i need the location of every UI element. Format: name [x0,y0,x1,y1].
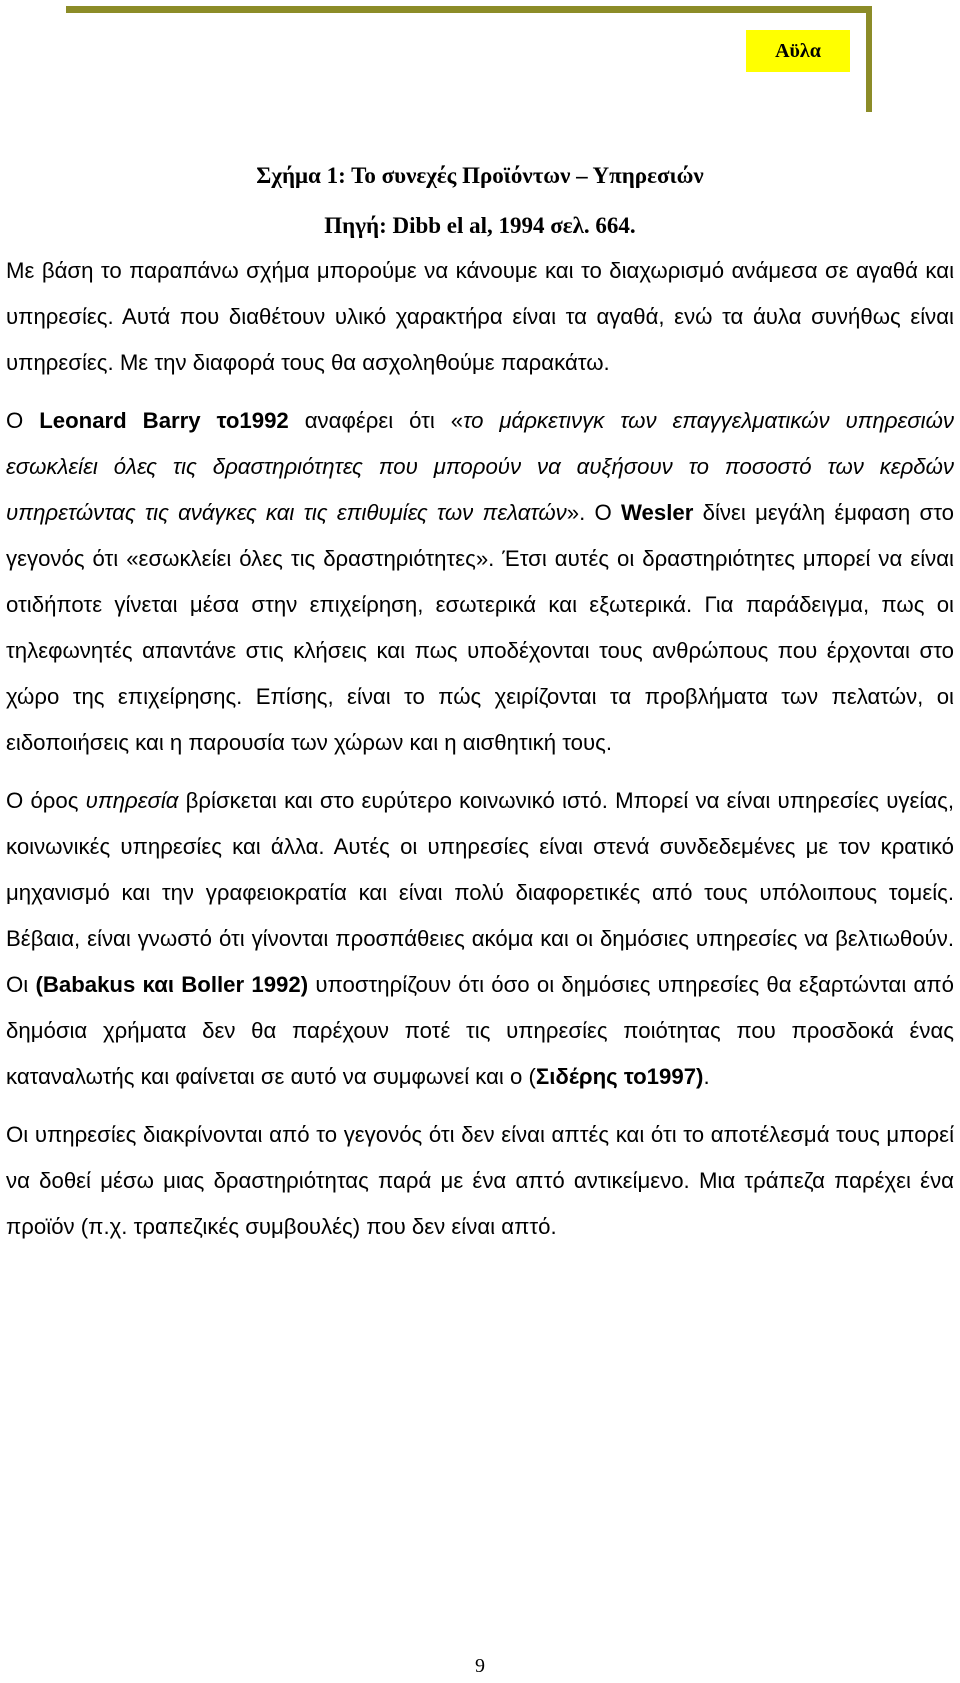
page-number: 9 [475,1655,485,1677]
text-run: Ο [6,408,40,433]
text-run: αναφέρει ότι « [288,408,464,433]
text-run: δίνει μεγάλη έμφαση στο γεγονός ότι «εσωκλείει όλες τις δραστηριότητες». Έτσι αυτές οι δραστηριότητες μπορεί να είναι οτιδήποτε γίνεται μέσα στην επιχείρηση, εσωτερικά και εξωτερικά. Για παράδειγμα, πως οι τηλεφωνητές απαντάνε στις κλήσεις και πως υποδέχονται τους ανθρώπους που έρχονται στο χώρο της επιχείρησης. Επίσης, είναι το πώς χειρίζονται τα προβλήματα των πελατών, οι ειδοποιήσεις και η παρουσία των χώρων και η αισθητική τους. [6,500,954,755]
citation-wesler: Wesler [621,500,694,525]
text-run: Ο όρος [6,788,86,813]
body-text [6,248,954,1250]
figure-frame-right [866,6,872,112]
paragraph-intangibility: Οι υπηρεσίες διακρίνονται από το γεγονός ότι δεν είναι απτές και ότι το αποτέλεσμά τους μπορεί να δοθεί μέσω μιας δραστηριότητας παρά με ένα απτό αντικείμενο. Μια τράπεζα παρέχει ένα προϊόν (π.χ. τραπεζικές συμβουλές) που δεν είναι απτό. [6,1122,954,1239]
paragraph-public-services [6,778,954,1100]
text-run: βρίσκεται και στο ευρύτερο κοινωνικό ιστό. Μπορεί να είναι υπηρεσίες υγείας, κοινωνικές υπηρεσίες και άλλα. Αυτές οι υπηρεσίες είναι στενά συνδεδεμένες με τον κρατικό μηχανισμό και την γραφειοκρατία και είναι πολύ διαφορετικές από τους υπόλοιπους τομείς. Βέβαια, είναι γνωστό ότι γίνονται προσπάθειες ακόμα και οι δημόσιες υπηρεσίες να βελτιωθούν. Οι [6,788,954,997]
quote-barry: το μάρκετινγκ των επαγγελματικών υπηρεσιών εσωκλείει όλες τις δραστηριότητες που μπορούν να αυξήσουν το ποσοστό των κερδών υπηρετώντας τις ανάγκες και τις επιθυμίες των πελατών [6,408,954,525]
citation-babakus-boller: (Babakus και Boller 1992) [35,972,309,997]
figure-caption-source: Πηγή: Dibb el al, 1994 σελ. 664. [324,213,636,238]
paragraph-barry-wesler [6,398,954,766]
term-service: υπηρεσία [85,788,179,813]
citation-barry: Leonard Barry το1992 [39,408,289,433]
figure-label-intangible: Αϋλα [746,30,850,72]
citation-sideris: Σιδέρης το1997) [535,1064,704,1089]
paragraph-goods-services: Με βάση το παραπάνω σχήμα μπορούμε να κάνουμε και το διαχωρισμό ανάμεσα σε αγαθά και υπηρεσίες. Αυτά που διαθέτουν υλικό χαρακτήρα είναι τα αγαθά, ενώ τα άυλα συνήθως είναι υπηρεσίες. Με την διαφορά τους θα ασχοληθούμε παρακάτω. [6,258,954,375]
figure-frame-top [66,6,872,13]
text-run: . [703,1064,710,1089]
text-run: ». Ο [566,500,622,525]
figure-caption-title: Σχήμα 1: Το συνεχές Προϊόντων – Υπηρεσιών [256,163,704,188]
text-run: υποστηρίζουν ότι όσο οι δημόσιες υπηρεσίες θα εξαρτώνται από δημόσια χρήματα δεν θα παρέχουν ποτέ τις υπηρεσίες ποιότητας που προσδοκά ένας καταναλωτής και φαίνεται σε αυτό να συμφωνεί και ο ( [6,972,954,1089]
